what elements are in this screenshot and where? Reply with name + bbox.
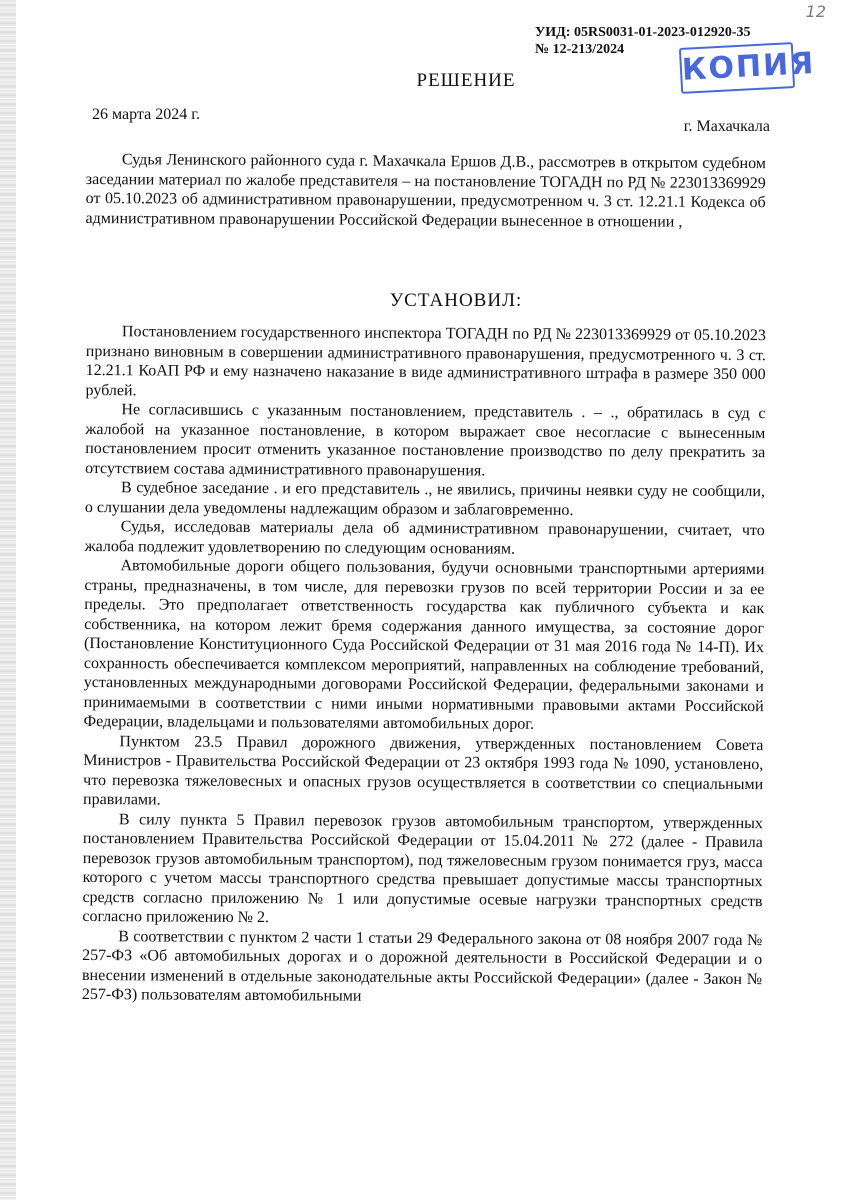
body-text [82,322,766,1009]
document-title: РЕШЕНИЕ [416,70,516,91]
paragraph: Не согласившись с указанным постановлением, представитель . – ., обратилась в суд с жалобой на указанное постановление, в котором выражает свое несогласие с вынесенным постановлением просит отменить указанное постановление производство по делу прекратить за отсутствием состава административного правонарушения. [85,401,766,479]
paragraph: Пунктом 23.5 Правил дорожного движения, утвержденных постановлением Совета Министров - Правительства Российской Федерации от 23 октября 1993 года № 1090, установлено, что перевозка тяжеловесных и опасных грузов осуществляется в соответствии со специальными правилами. [83,732,764,809]
uid-line: УИД: 05RS0031-01-2023-012920-35 [535,25,751,40]
intro-paragraph: Судья Ленинского районного суда г. Махачкала Ершов Д.В., рассмотрев в открытом судебном заседании материал по жалобе представителя – на постановление ТОГАДН по РД № 223013369929 от 05.10.2023 об административном правонарушении, предусмотренном ч. 3 ст. 12.21.1 Кодекса об административном правонарушении Российской Федерации вынесенное в отношении , [85,151,766,231]
case-number: № 12-213/2024 [535,42,625,57]
corner-mark: 12 [805,2,826,21]
paragraph: Постановлением государственного инспектора ТОГАДН по РД № 223013369929 от 05.10.2023 признано виновным в совершении административного правонарушения, предусмотренного ч. 3 ст. 12.21.1 КоАП РФ и ему назначено наказание в виде административного штрафа в размере 350 000 рублей. [85,323,766,399]
copy-stamp: КОПИЯ [679,42,795,94]
paragraph: В силу пункта 5 Правил перевозок грузов автомобильным транспортом, утвержденных постановлением Правительства Российской Федерации от 15.04.2011 № 272 (далее - Правила перевозок грузов автомобильным транспортом), под тяжеловесным грузом понимается груз, масса которого с учетом массы транспортного средства превышает допустимые массы транспортных средств согласно приложению № 1 или допустимые осевые нагрузки транспортных средств согласно приложению № 2. [82,810,764,927]
document-date: 26 марта 2024 г. [92,106,200,123]
document-city: г. Махачкала [683,118,770,135]
paragraph: В соответствии с пунктом 2 части 1 статьи 29 Федерального закона от 08 ноября 2007 года № 257-ФЗ «Об автомобильных дорогах и о дорожной деятельности в Российской Федерации и о внесении изменений в отдельные законодательные акты Российской Федерации» (далее - Закон № 257-ФЗ) пользователям автомобильными [81,927,763,1005]
intro-block [86,150,766,232]
section-heading: УСТАНОВИЛ: [389,290,523,311]
scan-edge-artifact [0,0,16,1200]
paragraph: Автомобильные дороги общего пользования, будучи основными транспортными артериями страны, предназначены, в том числе, для перевозки грузов по всей территории России и за ее пределы. Это предполагает ответственность государства как публичного субъекта и как собственника, на котором лежит бремя содержания данного имущества, за состояние дорог (Постановление Конституционного Суда Российской Федерации от 31 мая 2016 года № 14-П). Их сохранность обеспечивается комплексом мероприятий, направленных на соблюдение требований, установленных международными договорами Российской Федерации, федеральными законами и принимаемыми в соответствии с ними иными нормативными правовыми актами Российской Федерации, владельцами и пользователями автомобильных дорог. [83,557,765,733]
paragraph: Судья, исследовав материалы дела об административном правонарушении, считает, что жалоба подлежит удовлетворению по следующим основаниям. [84,518,765,558]
paragraph: В судебное заседание . и его представитель ., не явились, причины неявки суду не сообщили, о слушании дела уведомлены надлежащим образом и заблаговременно. [84,479,766,519]
